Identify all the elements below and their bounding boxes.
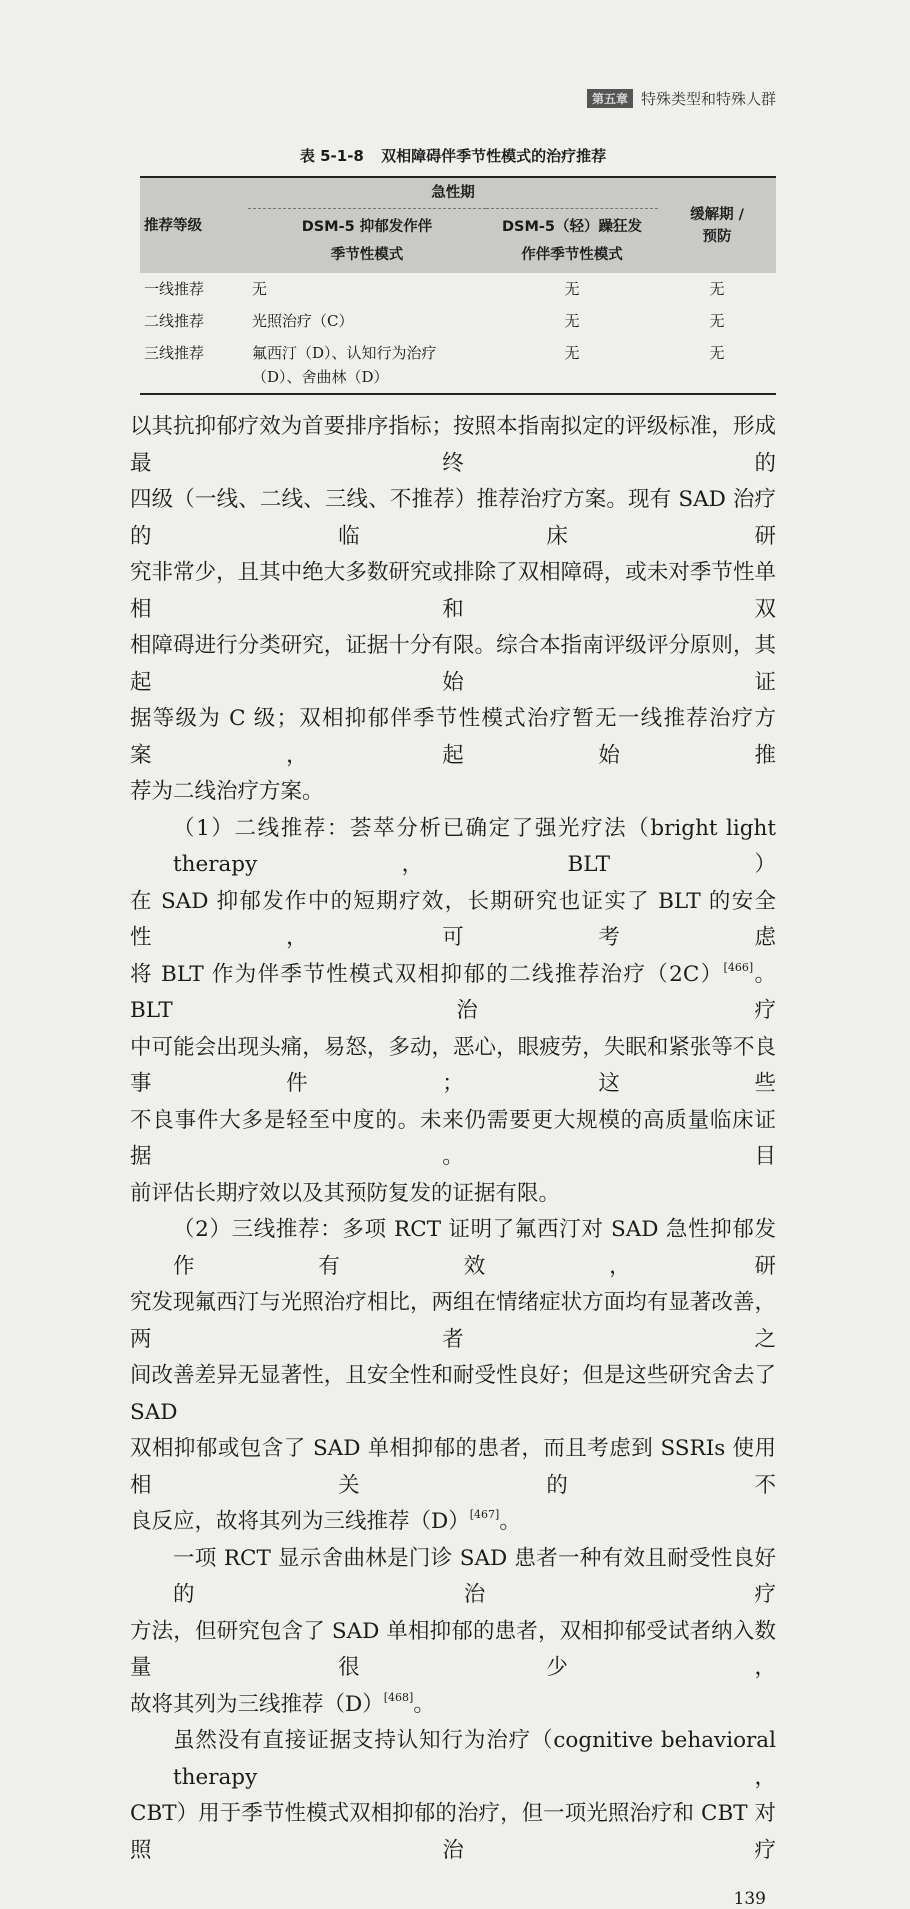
header-level: 推荐等级 — [144, 217, 202, 234]
text-line — [130, 1030, 776, 1103]
table-row — [140, 305, 776, 337]
text-line — [130, 1687, 776, 1724]
citation-ref: [466] — [723, 960, 754, 974]
text-line — [130, 1504, 776, 1541]
cell-mania: 无 — [564, 344, 580, 362]
cell-level: 一线推荐 — [144, 280, 205, 298]
recommendation-table — [140, 176, 776, 395]
text-segment: 四级（一线、二线、三线、不推荐）推荐治疗方案。现有 SAD 治疗的临床研 — [130, 487, 776, 549]
text-segment: 双相抑郁或包含了 SAD 单相抑郁的患者，而且考虑到 SSRIs 使用相关的不 — [130, 1436, 776, 1498]
text-line — [130, 555, 776, 628]
cell-maint: 无 — [709, 312, 725, 330]
text-line — [130, 811, 776, 884]
header-line: 作伴季节性模式 — [521, 247, 623, 263]
header-line: DSM-5（轻）躁狂发 — [501, 219, 642, 235]
table-number: 表 5-1-8 — [299, 147, 364, 165]
cell-level: 三线推荐 — [144, 344, 205, 362]
text-segment: 前评估长期疗效以及其预防复发的证据有限。 — [130, 1180, 561, 1206]
text-segment: 不良事件大多是轻至中度的。未来仍需要更大规模的高质量临床证据。目 — [130, 1107, 776, 1169]
header-maintenance-line: 预防 — [702, 228, 732, 245]
citation-ref: [468] — [383, 1690, 414, 1704]
text-line — [130, 884, 776, 957]
text-line — [130, 1431, 776, 1504]
text-segment: 间改善差异无显著性，且安全性和耐受性良好；但是这些研究舍去了 SAD — [130, 1363, 776, 1425]
cell-maint: 无 — [709, 280, 725, 298]
text-line — [130, 1212, 776, 1285]
cell-level: 二线推荐 — [144, 312, 205, 330]
header-maintenance — [658, 177, 776, 273]
cell-dep — [248, 337, 486, 394]
page-column — [130, 86, 776, 1909]
text-line — [130, 409, 776, 482]
running-head — [130, 86, 776, 110]
text-line — [130, 1285, 776, 1358]
text-line — [130, 1358, 776, 1431]
cell-mania: 无 — [564, 280, 580, 298]
text-segment: 究非常少，且其中绝大多数研究或排除了双相障碍，或未对季节性单相和双 — [130, 560, 776, 622]
text-segment: 荐为二线治疗方案。 — [130, 779, 324, 804]
body-text — [130, 409, 776, 1869]
text-segment: CBT）用于季节性模式双相抑郁的治疗，但一项光照治疗和 CBT 对照治疗 — [130, 1801, 776, 1863]
page-number: 139 — [733, 1889, 766, 1909]
text-line — [130, 1176, 776, 1213]
table-row — [140, 273, 776, 305]
table-caption — [130, 146, 776, 166]
chapter-title: 特殊类型和特殊人群 — [640, 89, 776, 108]
cell-maint: 无 — [709, 344, 725, 362]
text-segment: 究发现氟西汀与光照治疗相比，两组在情绪症状方面均有显著改善，两者之 — [130, 1290, 776, 1352]
text-segment: 在 SAD 抑郁发作中的短期疗效，长期研究也证实了 BLT 的安全性，可考虑 — [130, 888, 776, 950]
cell-dep: 光照治疗（C） — [252, 312, 354, 330]
text-segment: 据等级为 C 级；双相抑郁伴季节性模式治疗暂无一线推荐治疗方案，起始推 — [130, 706, 776, 768]
text-line — [130, 628, 776, 701]
text-segment: 将 BLT 作为伴季节性模式双相抑郁的二线推荐治疗（2C） — [130, 961, 724, 987]
text-segment: 一项 RCT 显示舍曲林是门诊 SAD 患者一种有效且耐受性良好的治疗 — [173, 1545, 776, 1607]
table-title: 双相障碍伴季节性模式的治疗推荐 — [381, 147, 607, 165]
header-dsm-depression — [248, 209, 486, 274]
header-line: DSM-5 抑郁发作伴 — [301, 219, 433, 235]
text-line — [130, 482, 776, 555]
text-line — [130, 701, 776, 774]
text-segment: 。 — [413, 1691, 435, 1717]
text-segment: 中可能会出现头痛，易怒，多动，恶心，眼疲劳，失眠和紧张等不良事件；这些 — [130, 1034, 776, 1096]
header-acute: 急性期 — [248, 177, 658, 209]
cell-line: （D）、舍曲林（D） — [252, 368, 389, 386]
table-row — [140, 337, 776, 394]
text-line — [130, 1796, 776, 1869]
text-segment: 故将其列为三线推荐（D） — [130, 1691, 384, 1717]
chapter-badge: 第五章 — [587, 89, 633, 108]
text-line — [130, 1541, 776, 1614]
text-segment: 方法，但研究包含了 SAD 单相抑郁的患者，双相抑郁受试者纳入数量很少， — [130, 1618, 776, 1680]
text-segment: 虽然没有直接证据支持认知行为治疗（cognitive behavioral therapy， — [173, 1728, 776, 1790]
text-line — [130, 1723, 776, 1796]
citation-ref: [467] — [469, 1508, 500, 1521]
header-line: 季节性模式 — [330, 247, 404, 263]
text-segment: 。BLT 治疗 — [130, 961, 776, 1023]
cell-line: 氟西汀（D）、认知行为治疗 — [252, 344, 437, 362]
header-maintenance-line: 缓解期 / — [690, 206, 744, 223]
text-segment: （2）三线推荐：多项 RCT 证明了氟西汀对 SAD 急性抑郁发作有效，研 — [173, 1217, 776, 1279]
cell-mania: 无 — [564, 312, 580, 330]
text-segment: 。 — [499, 1509, 521, 1534]
text-segment: 良反应，故将其列为三线推荐（D） — [130, 1509, 470, 1534]
text-line — [130, 1103, 776, 1176]
text-segment: （1）二线推荐：荟萃分析已确定了强光疗法（bright light therapy，BLT） — [173, 815, 776, 877]
cell-dep: 无 — [252, 280, 268, 298]
text-line — [130, 957, 776, 1030]
text-segment: 相障碍进行分类研究，证据十分有限。综合本指南评级评分原则，其起始证 — [130, 633, 776, 695]
text-line — [130, 774, 776, 811]
text-line — [130, 1614, 776, 1687]
text-segment: 以其抗抑郁疗效为首要排序指标；按照本指南拟定的评级标准，形成最终的 — [130, 414, 776, 476]
header-dsm-mania — [486, 209, 658, 274]
